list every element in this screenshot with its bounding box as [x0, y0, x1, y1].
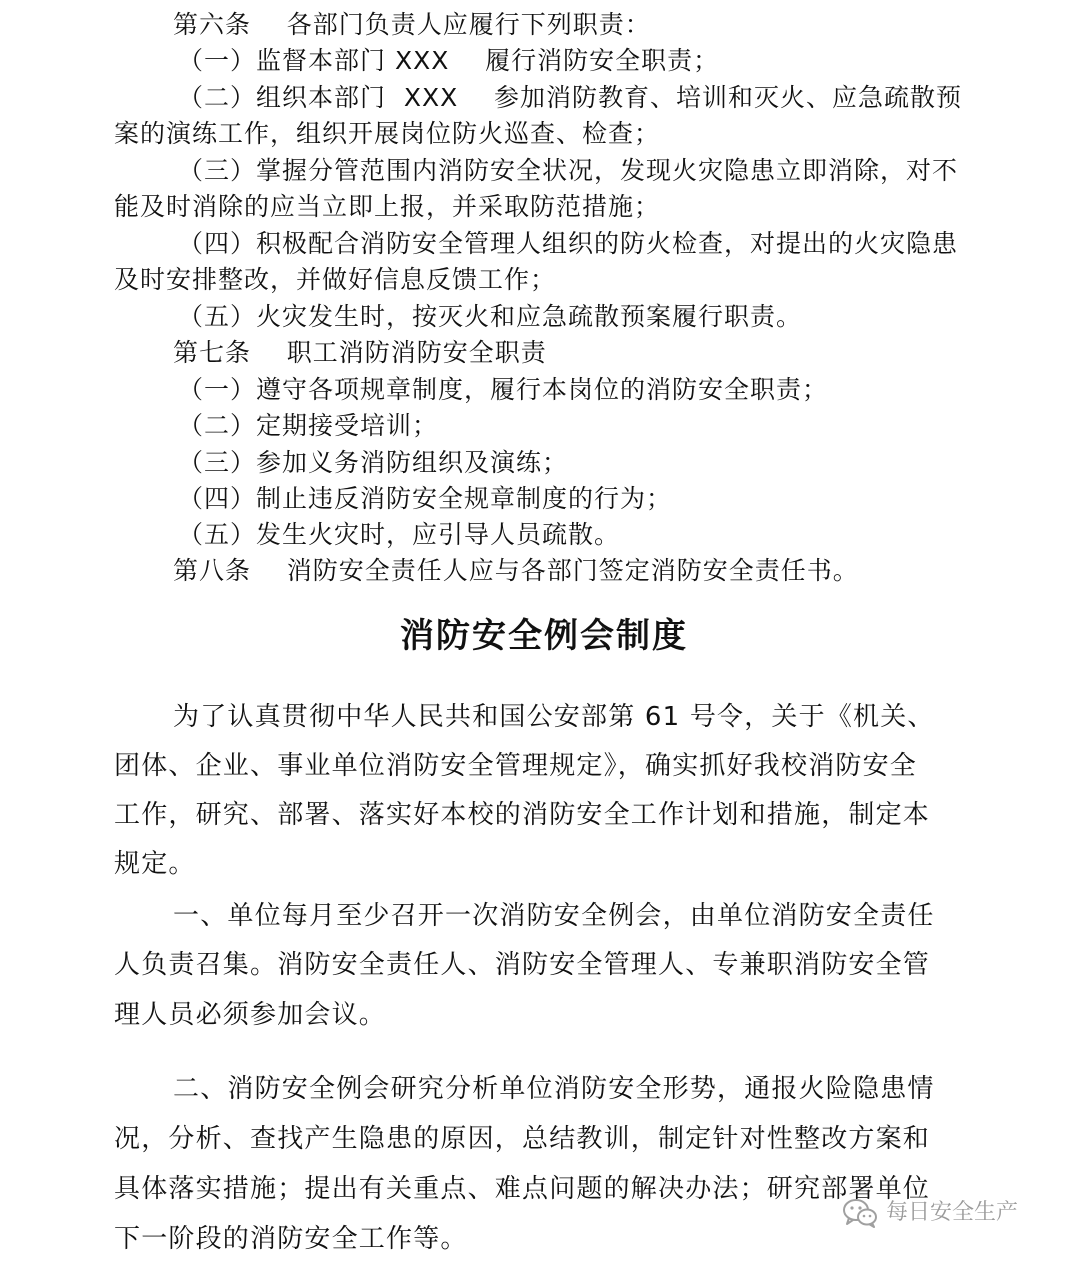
- article-7-item-4: （四）制止违反消防安全规章制度的行为；: [178, 484, 673, 513]
- article-7-item-5: （五）发生火灾时，应引导人员疏散。: [178, 520, 621, 549]
- rule-2-line-1: 二、消防安全例会研究分析单位消防安全形势，通报火险隐患情: [173, 1074, 935, 1104]
- article-7-item-1: （一）遵守各项规章制度，履行本岗位的消防安全职责；: [178, 375, 829, 404]
- rule-2-line-3: 具体落实措施；提出有关重点、难点问题的解决办法；研究部署单位: [114, 1174, 931, 1204]
- article-6-item-4-line-2: 及时安排整改，并做好信息反馈工作；: [114, 265, 557, 294]
- article-6-item-3-line-2: 能及时消除的应当立即上报，并采取防范措施；: [114, 192, 661, 221]
- article-6-heading: 第六条 各部门负责人应履行下列职责：: [173, 10, 651, 39]
- wechat-icon: [842, 1198, 878, 1228]
- article-6-item-2-line-1: （二）组织本部门 XXX 参加消防教育、培训和灭火、应急疏散预: [178, 83, 963, 112]
- intro-line-1: 为了认真贯彻中华人民共和国公安部第 61 号令，关于《机关、: [173, 702, 935, 732]
- article-6-item-1: （一）监督本部门 XXX 履行消防安全职责；: [178, 46, 720, 75]
- article-7-heading: 第七条 职工消防消防安全职责: [173, 338, 547, 367]
- intro-line-2: 团体、企业、事业单位消防安全管理规定》，确实抓好我校消防安全: [114, 751, 918, 781]
- article-6-item-4-line-1: （四）积极配合消防安全管理人组织的防火检查，对提出的火灾隐患: [178, 229, 959, 258]
- article-7-item-2: （二）定期接受培训；: [178, 411, 439, 440]
- article-6-item-2-line-2: 案的演练工作，组织开展岗位防火巡查、检查；: [114, 119, 661, 148]
- watermark-text: 每日安全生产: [886, 1200, 1019, 1225]
- wechat-watermark: [842, 1198, 1018, 1228]
- intro-line-4: 规定。: [114, 849, 196, 879]
- rule-1-line-2: 人负责召集。消防安全责任人、消防安全管理人、专兼职消防安全管: [114, 950, 931, 980]
- regulation-title: 消防安全例会制度: [400, 616, 688, 656]
- article-6-item-3-line-1: （三）掌握分管范围内消防安全状况，发现火灾隐患立即消除，对不: [178, 156, 959, 185]
- rule-1-line-1: 一、单位每月至少召开一次消防安全例会，由单位消防安全责任: [173, 901, 935, 931]
- intro-line-3: 工作，研究、部署、落实好本校的消防安全工作计划和措施，制定本: [114, 800, 931, 830]
- article-8-heading: 第八条 消防安全责任人应与各部门签定消防安全责任书。: [173, 556, 859, 585]
- article-6-item-5: （五）火灾发生时，按灭火和应急疏散预案履行职责。: [178, 302, 803, 331]
- rule-2-line-2: 况，分析、查找产生隐患的原因，总结教训，制定针对性整改方案和: [114, 1124, 931, 1154]
- article-7-item-3: （三）参加义务消防组织及演练；: [178, 448, 569, 477]
- rule-1-line-3: 理人员必须参加会议。: [114, 1000, 387, 1030]
- rule-2-line-4: 下一阶段的消防安全工作等。: [114, 1224, 468, 1254]
